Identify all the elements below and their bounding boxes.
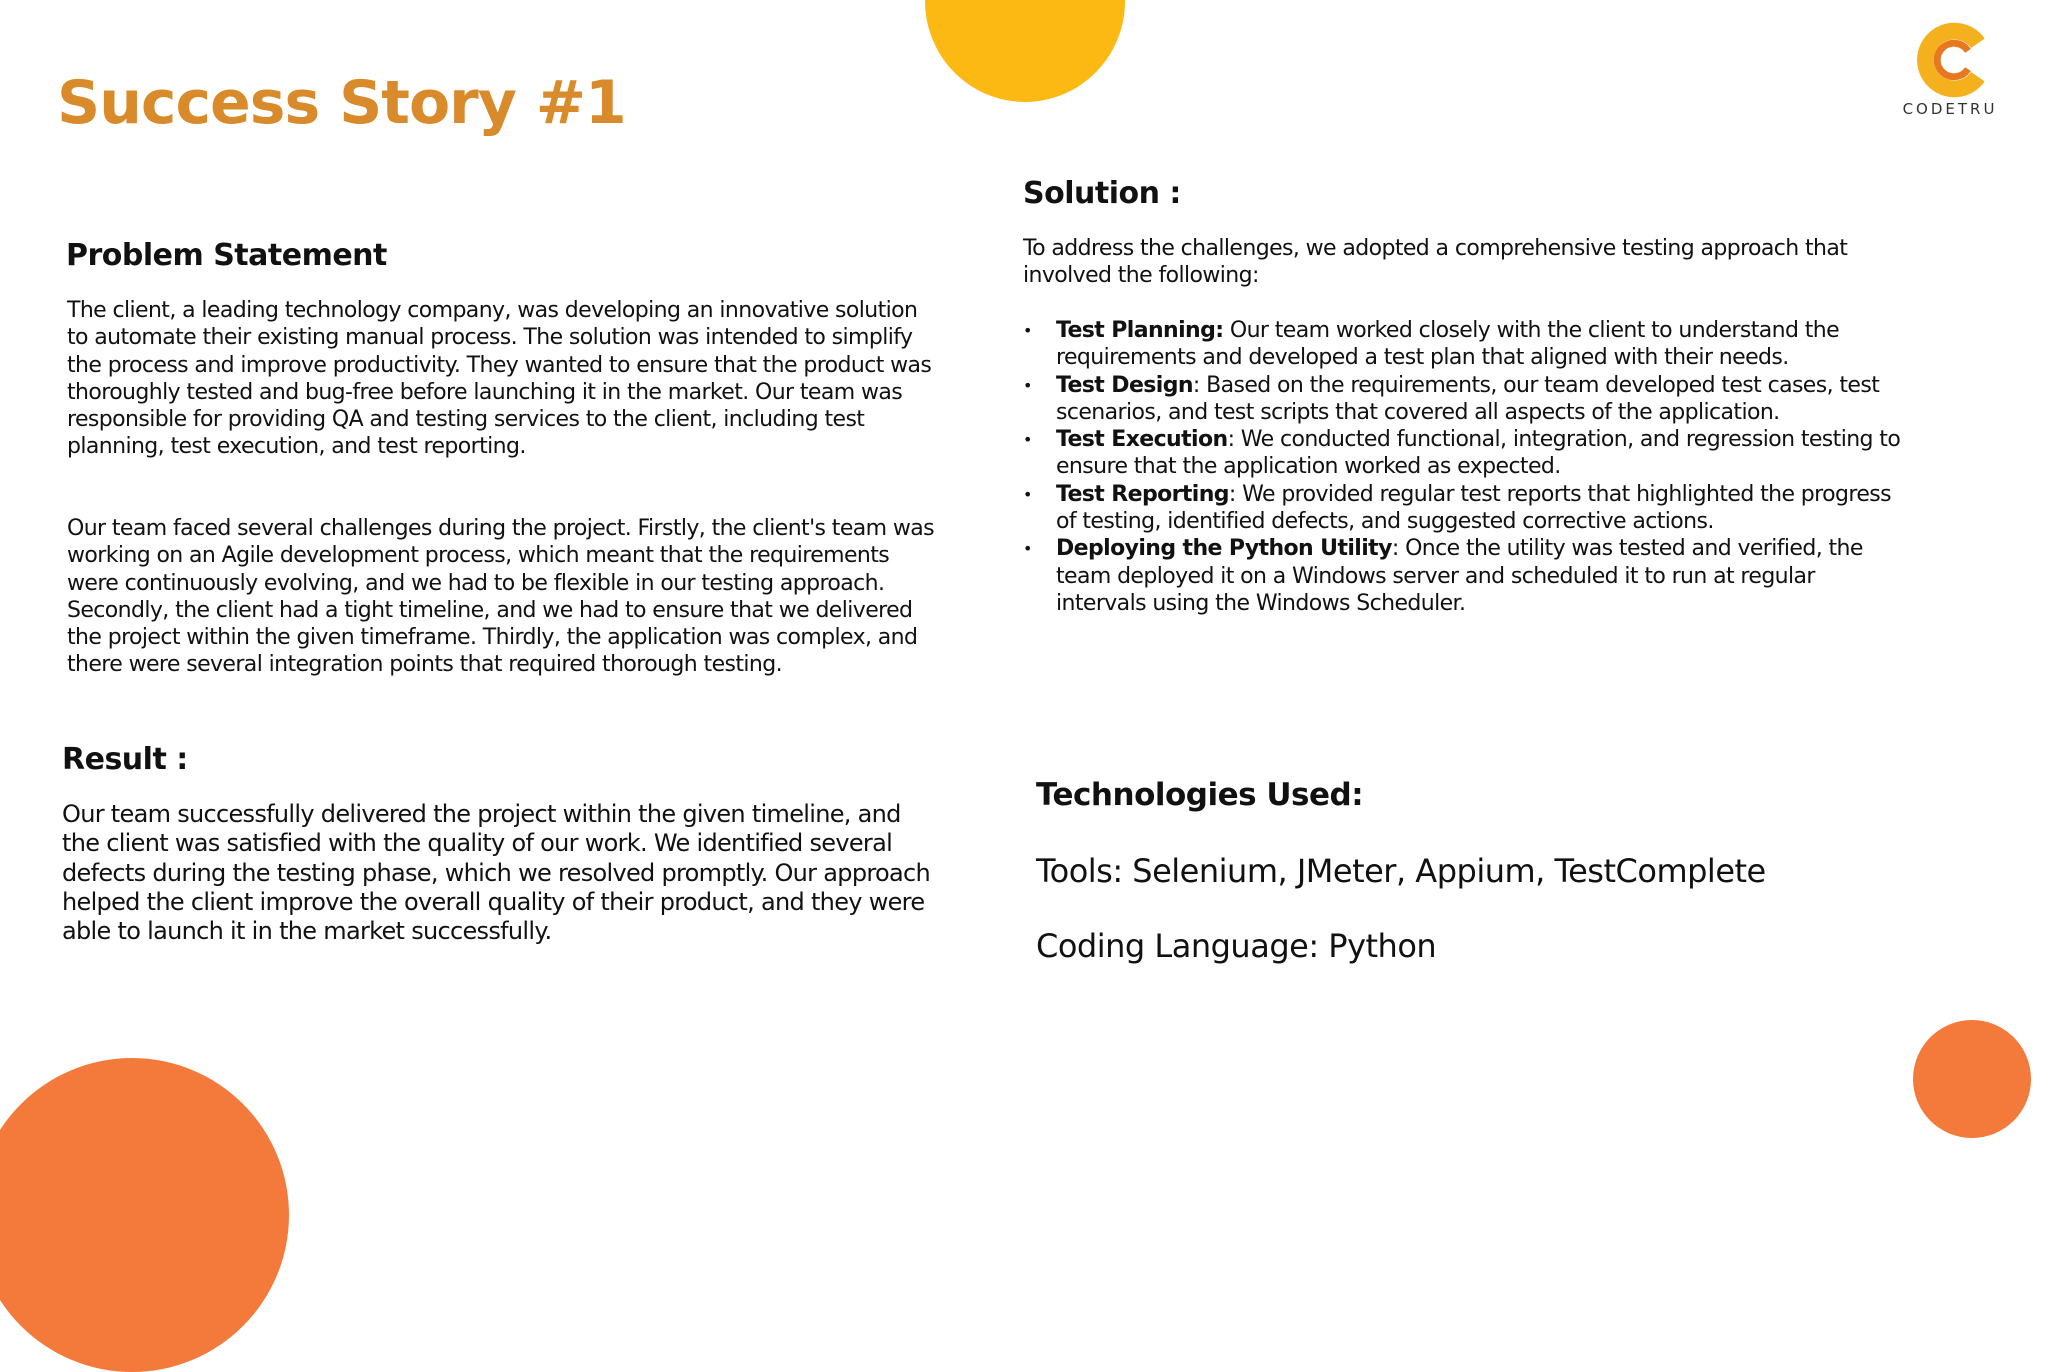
bullet-icon: • [1023, 321, 1032, 340]
problem-paragraph-1: The client, a leading technology company, was developing an innovative solution to automate their existing manual process. The solution was intended to simplify the process and improve productivity. They wanted to ensure that the product was thoroughly tested and bug-free before launching it in the market. Our team was responsible for providing QA and testing services to the client, including test planning, test execution, and test reporting. [67, 298, 932, 460]
problem-paragraph-2: Our team faced several challenges during the project. Firstly, the client's team was working on an Agile development process, which meant that the requirements were continuously evolving, and we had to be flexible in our testing approach. Secondly, the client had a tight timeline, and we had to ensure that we delivered the project within the given timeframe. Thirdly, the application was complex, and there were several integration points that required thorough testing. [67, 516, 934, 678]
list-item [1023, 317, 1903, 372]
page-title: Success Story #1 [57, 68, 626, 138]
problem-statement-heading: Problem Statement [66, 238, 387, 273]
tools-line: Tools: Selenium, JMeter, Appium, TestComplete [1036, 852, 1766, 890]
company-logo [1890, 22, 2010, 122]
solution-intro: To address the challenges, we adopted a comprehensive testing approach that involved the following: [1023, 236, 1848, 289]
decorative-yellow-circle [925, 0, 1125, 102]
item-text: : Once the utility was tested and verified, the team deployed it on a Windows server and scheduled it to run at regular intervals using the Windows Scheduler. [1056, 536, 1863, 616]
item-text: : We conducted functional, integration, and regression testing to ensure that the application worked as expected. [1056, 427, 1901, 480]
item-term: Deploying the Python Utility [1056, 536, 1392, 562]
technologies-heading: Technologies Used: [1036, 777, 1364, 813]
decorative-orange-circle-left [0, 1058, 289, 1372]
item-term: Test Execution [1056, 427, 1228, 453]
item-term: Test Reporting [1056, 481, 1229, 507]
item-term: Test Planning: [1056, 318, 1224, 343]
bullet-icon: • [1023, 539, 1032, 559]
coding-language-line: Coding Language: Python [1036, 927, 1437, 965]
list-item [1023, 372, 1903, 427]
list-item [1023, 535, 1903, 617]
codetru-c-logo-icon [1914, 22, 1990, 98]
bullet-icon: • [1023, 484, 1032, 504]
result-text: Our team successfully delivered the project within the given timeline, and the client was satisfied with the quality of our work. We identified several defects during the testing phase, which we resolved promptly. Our approach helped the client improve the overall quality of their product, and they were able to launch it in the market successfully. [62, 800, 930, 946]
item-text: Our team worked closely with the client to understand the requirements and developed a test plan that aligned with their needs. [1056, 318, 1840, 371]
item-text: : We provided regular test reports that highlighted the progress of testing, identified defects, and suggested corrective actions. [1056, 481, 1891, 535]
bullet-icon: • [1023, 430, 1032, 450]
result-heading: Result : [62, 742, 188, 777]
list-item [1023, 481, 1903, 536]
solution-list [1023, 317, 1903, 617]
bullet-icon: • [1023, 375, 1032, 395]
logo-text: CODETRU [1902, 100, 1998, 118]
solution-heading: Solution : [1023, 176, 1181, 211]
list-item [1023, 426, 1903, 481]
item-text: : Based on the requirements, our team developed test cases, test scenarios, and test scripts that covered all aspects of the application. [1056, 372, 1880, 425]
item-term: Test Design [1056, 372, 1193, 398]
decorative-orange-circle-right [1913, 1020, 2031, 1138]
